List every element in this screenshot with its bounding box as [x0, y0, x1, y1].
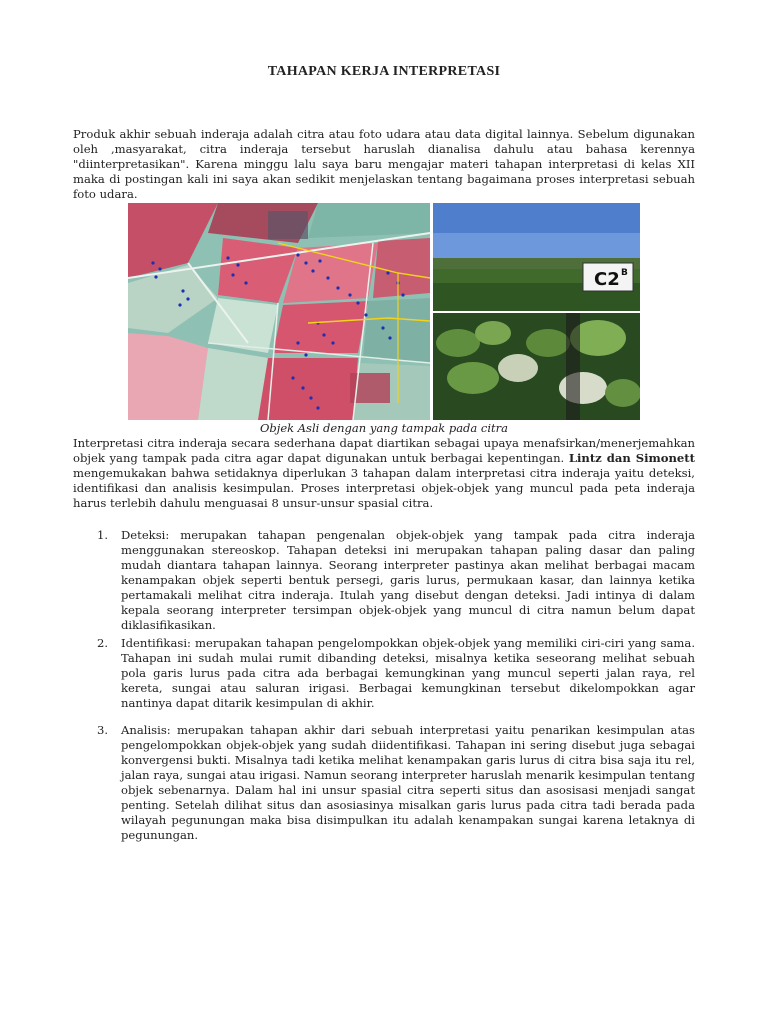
definition-paragraph [73, 436, 695, 511]
list-number: 2. [97, 636, 109, 650]
list-number: 1. [97, 528, 109, 542]
field-photo [433, 203, 640, 311]
definition-text-cont: mengemukakan bahwa setidaknya diperlukan 3 tahapan dalam interpretasi citra inderaja yaitu deteksi, identifikasi dan analisis kesimpulan. Proses interpretasi objek-objek yang muncul pada peta inderaja harus terlebih dahulu menguasai 8 unsur-unsur spasial citra. [73, 466, 695, 510]
list-item-text: Deteksi: merupakan tahapan pengenalan objek-objek yang tampak pada citra inderaja menggunakan stereoskop. Tahapan deteksi ini merupakan tahapan paling dasar dan paling mudah diantara tahapan lainnya. Seorang interpreter pastinya akan melihat berbagai macam kenampakan objek seperti bentuk persegi, garis lurus, permukaan kasar, dan lainnya ketika pertamakali melihat citra inderaja. Itulah yang disebut dengan deteksi. Jadi intinya di dalam kepala seorang interpreter tersimpan objek-objek yang muncul di citra namun belum dapat diklasifikasikan. [121, 528, 695, 632]
list-item [73, 636, 695, 711]
definition-text: Interpretasi citra inderaja secara sederhana dapat diartikan sebagai upaya menafsirkan/menerjemahkan objek yang tampak pada citra agar dapat digunakan untuk berbagai kepentingan. [73, 436, 695, 465]
sign-label: C2 [594, 269, 620, 290]
crop-photo [433, 313, 640, 420]
list-item [73, 723, 695, 843]
figure-image [128, 203, 640, 420]
intro-paragraph: Produk akhir sebuah inderaja adalah citra atau foto udara atau data digital lainnya. Sebelum digunakan oleh ,masyarakat, citra inderaja tersebut haruslah dianalisa dahulu atau bahasa kerennya "diinterpretasikan". Karena minggu lalu saya baru mengajar materi tahapan interpretasi di kelas XII maka di postingan kali ini saya akan sedikit menjelaskan tentang bagaimana proses interpretasi sebuah foto udara. [73, 127, 695, 201]
list-item-text: Analisis: merupakan tahapan akhir dari sebuah interpretasi yaitu penarikan kesimpulan atas pengelompokkan objek-objek yang sudah diidentifikasi. Tahapan ini sering disebut juga sebagai konvergensi bukti. Misalnya tadi ketika melihat kenampakan garis lurus di citra bisa saja itu rel, jalan raya, sungai atau irigasi. Namun seorang interpreter haruslah menarik kesimpulan tentang objek sebenarnya. Dalam hal ini unsur spasial citra seperti situs dan asosisasi menjadi sangat penting. Setelah dilihat situs dan asosiasinya misalkan garis lurus pada citra tadi berada pada wilayah pegunungan maka bisa disimpulkan itu adalah kenampakan sungai karena letaknya di pegunungan. [121, 723, 695, 842]
authors-name: Lintz dan Simonett [568, 451, 695, 465]
sign-superscript: B [621, 268, 628, 278]
list-item [73, 528, 695, 633]
satellite-image [128, 203, 430, 420]
steps-list [73, 528, 695, 843]
figure-caption: Objek Asli dengan yang tampak pada citra [259, 421, 509, 435]
list-item-text: Identifikasi: merupakan tahapan pengelompokkan objek-objek yang memiliki ciri-ciri yang sama. Tahapan ini sudah mulai rumit dibanding deteksi, misalnya ketika seseorang melihat sebuah pola garis lurus pada citra ada berbagai kemungkinan yang muncul seperti jalan raya, rel kereta, sungai atau saluran irigasi. Berbagai kemungkinan tersebut dikelompokkan agar nantinya dapat ditarik kesimpulan di akhir. [121, 636, 695, 710]
list-number: 3. [97, 723, 109, 737]
document-title: TAHAPAN KERJA INTERPRETASI [267, 64, 501, 79]
